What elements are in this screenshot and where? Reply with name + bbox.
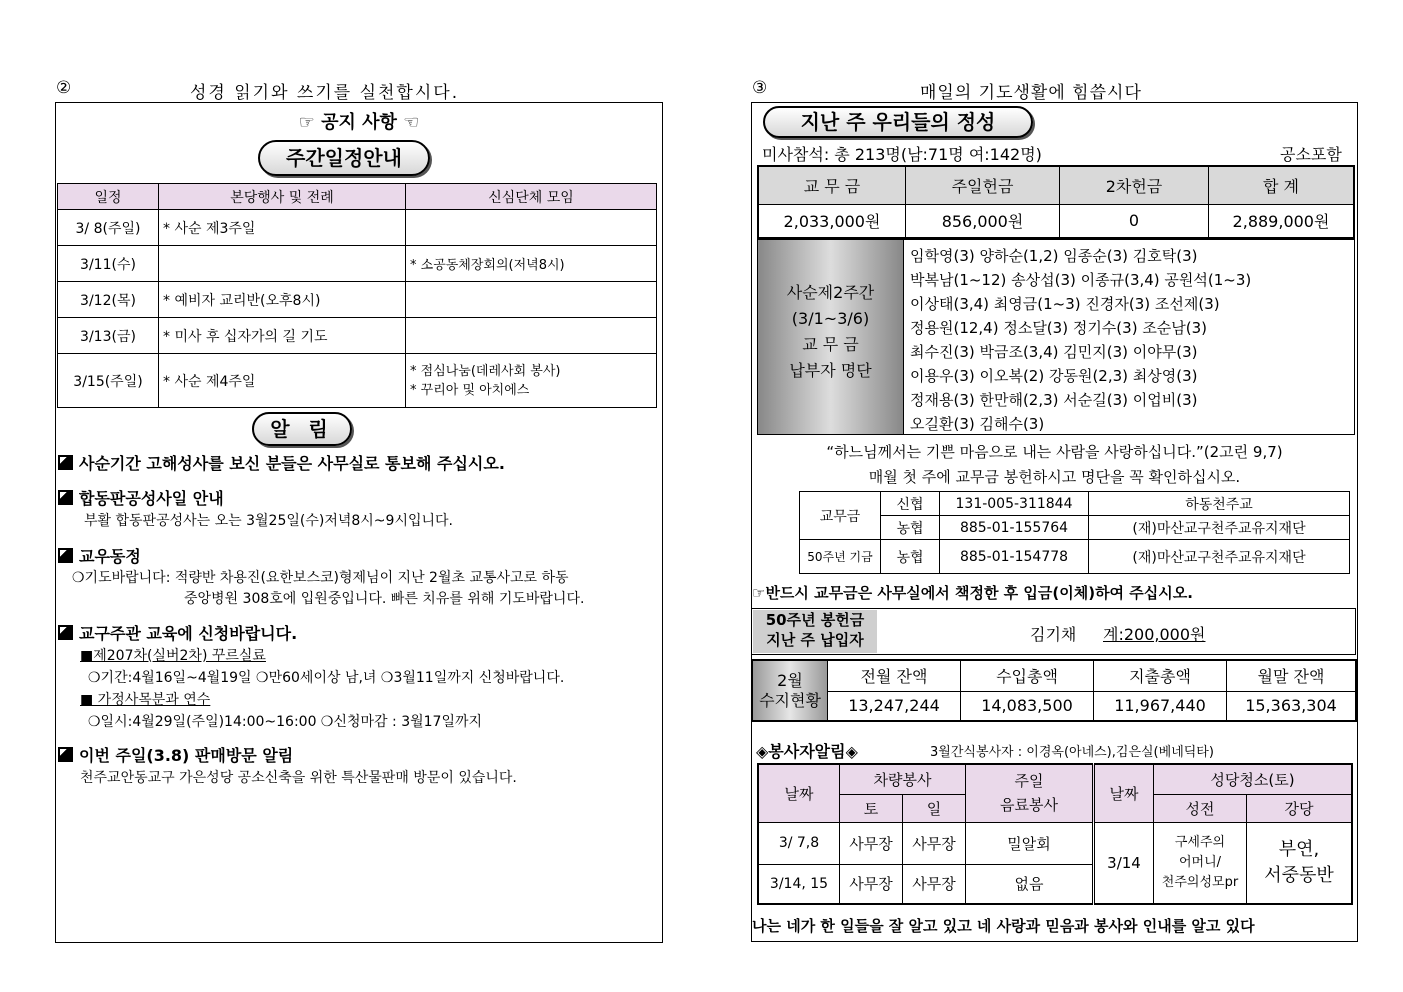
table-row (58, 318, 657, 354)
attendance: 미사참석: 총 213명(남:71명 여:142명) (762, 145, 1042, 164)
schedule-group (406, 354, 657, 408)
square-bullet-icon (58, 490, 73, 505)
vol-header-date2: 날짜 (1094, 764, 1154, 822)
notice-heading: 이번 주일(3.8) 판매방문 알림 (79, 746, 294, 765)
schedule-group-line: * 점심나눔(데레사회 봉사) (410, 363, 561, 379)
money-value: 2,889,000원 (1209, 204, 1355, 238)
notice-body: 중앙병원 308호에 입원중입니다. 빠른 치유를 위해 기도바랍니다. (184, 591, 585, 607)
table-row (758, 822, 1352, 864)
notice-subheading: ■ 가정사목분과 연수 (80, 692, 211, 708)
monthly-header: 월말 잔액 (1227, 660, 1357, 691)
schedule-date: 3/13(금) (58, 318, 159, 354)
notice-item (58, 488, 658, 510)
clean-hall (1247, 822, 1353, 904)
schedule-header-date: 일정 (58, 184, 159, 210)
table-row (58, 282, 657, 318)
bank-table (799, 491, 1350, 574)
clean-sanctuary (1154, 822, 1247, 904)
notice-item (58, 745, 658, 767)
monthly-header: 전월 잔액 (828, 660, 961, 691)
clean-hall-line: 부연, (1278, 838, 1320, 860)
money-value: 2,033,000원 (758, 204, 906, 238)
notice-body: ❍일시:4월29일(주일)14:00~16:00 ❍신청마감 : 3월17일까지 (88, 714, 483, 730)
donor-line: 임학영(3) 양하순(1,2) 임종순(3) 김호탁(3) (910, 247, 1198, 265)
schedule-header-group: 신심단체 모임 (406, 184, 657, 210)
notice-title: ☞ 공지 사항 ☜ (298, 112, 420, 133)
donor-line: 오길환(3) 김해수(3) (910, 415, 1045, 433)
left-motto: 성경 읽기와 쓰기를 실천합시다. (190, 83, 460, 103)
bank-holder: 하동천주교 (1089, 492, 1350, 516)
schedule-date: 3/12(목) (58, 282, 159, 318)
quote-note: 매월 첫 주에 교무금 봉헌하시고 명단을 꼭 확인하십시오. (868, 468, 1241, 486)
clean-sanctuary-line: 어머니/ (1178, 854, 1222, 870)
notice-heading: 교구주관 교육에 신청바랍니다. (79, 624, 298, 643)
offering-title: 지난 주 우리들의 정성 (763, 106, 1033, 138)
notice-subheading: ■제207차(실버2차) 꾸르실료 (80, 648, 266, 664)
donor-line: 정용원(12,4) 정소달(3) 정기수(3) 조순남(3) (910, 319, 1208, 337)
bank-label: 50주년 기금 (800, 540, 881, 574)
money-header: 교 무 금 (758, 166, 906, 204)
monthly-label (752, 660, 828, 721)
vol-header-date: 날짜 (758, 764, 840, 822)
notice-body: 천주교안동교구 가은성당 공소신축을 위한 특산물판매 방문이 있습니다. (80, 770, 517, 786)
volunteer-title: ◈봉사자알림◈ (756, 742, 858, 761)
notice-heading: 합동판공성사일 안내 (79, 489, 224, 508)
vol-date: 3/14, 15 (758, 864, 840, 904)
schedule-date: 3/11(수) (58, 246, 159, 282)
donor-label-line: 사순제2주간 (786, 283, 875, 302)
offering-table (757, 165, 1355, 239)
schedule-group (406, 282, 657, 318)
monthly-value: 14,083,500 (961, 691, 1094, 721)
notice-body: ❍기간:4월16일~4월19일 ❍만60세이상 남,녀 ❍3월11일까지 신청바랍니다. (88, 670, 565, 686)
schedule-group (406, 318, 657, 354)
fund-label-line: 지난 주 납입자 (766, 631, 864, 649)
footer-verse: 나는 네가 한 일들을 잘 알고 있고 네 사랑과 믿음과 봉사와 인내를 알고 있다 (752, 917, 1255, 935)
bank-account: 885-01-154778 (940, 540, 1089, 574)
vol-header-drink-line: 주일 (1014, 772, 1044, 791)
money-value: 0 (1060, 204, 1209, 238)
vol-header-drink (966, 764, 1094, 822)
bank-name: 신협 (881, 492, 940, 516)
vol-sat: 사무장 (840, 822, 903, 864)
donor-line: 최수진(3) 박금조(3,4) 김민지(3) 이야무(3) (910, 343, 1198, 361)
vol-header-drink-line: 음료봉사 (1000, 796, 1058, 815)
monthly-header: 지출총액 (1094, 660, 1227, 691)
monthly-label-line: 2월 (777, 670, 803, 690)
bank-holder: (재)마산교구천주교유지재단 (1089, 540, 1350, 574)
donor-line: 이용우(3) 이오복(2) 강동원(2,3) 최상영(3) (910, 367, 1198, 385)
vol-header-hall: 강당 (1247, 794, 1353, 822)
vol-sun: 사무장 (903, 864, 966, 904)
attendance-note: 공소포함 (1280, 145, 1342, 164)
monthly-value: 11,967,440 (1094, 691, 1227, 721)
donor-label-line: 납부자 명단 (789, 361, 872, 380)
fund-amount: 계:200,000원 (1103, 625, 1206, 644)
vol-sat: 사무장 (840, 864, 903, 904)
vol-header-sat: 토 (840, 794, 903, 822)
square-bullet-icon (58, 747, 73, 762)
volunteer-table (757, 763, 1353, 905)
schedule-title: 주간일정안내 (258, 140, 430, 176)
notice-heading: 교우동정 (79, 547, 141, 566)
notice-item (58, 452, 658, 488)
schedule-event: * 예비자 교리반(오후8시) (159, 282, 406, 318)
bank-name: 농협 (881, 516, 940, 540)
bank-account: 131-005-311844 (940, 492, 1089, 516)
schedule-header-event: 본당행사 및 전례 (159, 184, 406, 210)
donor-list (910, 244, 1251, 436)
square-bullet-icon (58, 455, 73, 470)
schedule-date: 3/15(주일) (58, 354, 159, 408)
notice-heading: 사순기간 고해성사를 보신 분들은 사무실로 통보해 주십시오. (79, 454, 505, 473)
vol-sun: 사무장 (903, 822, 966, 864)
monthly-table (751, 659, 1357, 722)
bank-holder: (재)마산교구천주교유지재단 (1089, 516, 1350, 540)
fund-label-line: 50주년 봉헌금 (765, 611, 865, 629)
schedule-group: * 소공동체장회의(저녁8시) (406, 246, 657, 282)
schedule-event: * 미사 후 십자가의 길 기도 (159, 318, 406, 354)
monthly-header: 수입총액 (961, 660, 1094, 691)
vol-header-sun: 일 (903, 794, 966, 822)
money-header: 합 계 (1209, 166, 1355, 204)
volunteer-note: 3월간식봉사자 : 이경옥(아네스),김은실(베네딕타) (930, 745, 1214, 760)
notice-item (58, 623, 658, 645)
table-row (58, 354, 657, 408)
bank-label: 교무금 (800, 492, 881, 540)
square-bullet-icon (58, 625, 73, 640)
donor-label-line: 교 무 금 (802, 335, 859, 354)
square-bullet-icon (58, 548, 73, 563)
fund-name: 김기채 (1030, 625, 1077, 644)
notice2-title: 알 림 (252, 412, 352, 446)
money-header: 주일헌금 (906, 166, 1060, 204)
clean-sanctuary-line: 구세주의 (1174, 834, 1226, 850)
schedule-group-line: * 꾸리아 및 아치에스 (410, 382, 530, 398)
donor-line: 정재용(3) 한만해(2,3) 서순길(3) 이업비(3) (910, 391, 1198, 409)
donor-label-line: (3/1~3/6) (791, 309, 870, 328)
notice-list (58, 452, 658, 789)
bank-name: 농협 (881, 540, 940, 574)
clean-hall-line: 서중동반 (1264, 864, 1334, 886)
bank-account: 885-01-155764 (940, 516, 1089, 540)
money-value: 856,000원 (906, 204, 1060, 238)
vol-header-clean: 성당청소(토) (1154, 764, 1353, 794)
page-number-left: ② (56, 78, 72, 98)
schedule-event: * 사순 제4주일 (159, 354, 406, 408)
page-number-right: ③ (752, 78, 768, 98)
donor-line: 박복남(1~12) 송상섭(3) 이종규(3,4) 공원석(1~3) (910, 271, 1252, 289)
schedule-event: * 사순 제3주일 (159, 210, 406, 246)
schedule-table (57, 183, 657, 408)
clean-sanctuary-line: 천주의성모pr (1161, 874, 1239, 890)
vol-drink: 밀알회 (966, 822, 1094, 864)
table-row (58, 210, 657, 246)
notice-body: 부활 합동판공성사는 오는 3월25일(수)저녁8시~9시입니다. (84, 513, 453, 529)
right-motto: 매일의 기도생활에 힘씁시다 (920, 83, 1142, 103)
schedule-event (159, 246, 406, 282)
vol-header-car: 차량봉사 (840, 764, 966, 794)
monthly-value: 15,363,304 (1227, 691, 1357, 721)
fund-label (753, 610, 877, 653)
schedule-date: 3/ 8(주일) (58, 210, 159, 246)
vol-date: 3/ 7,8 (758, 822, 840, 864)
table-row (58, 246, 657, 282)
bank-warning: ☞반드시 교무금은 사무실에서 책정한 후 입금(이체)하여 주십시오. (752, 584, 1193, 602)
notice-item (58, 546, 658, 568)
vol-drink: 없음 (966, 864, 1094, 904)
donor-label (758, 240, 904, 434)
notice-body: ❍기도바랍니다: 적량반 차용진(요한보스코)형제님이 지난 2월초 교통사고로 하동 (72, 570, 569, 586)
donor-line: 이상태(3,4) 최영금(1~3) 진경자(3) 조선제(3) (910, 295, 1220, 313)
monthly-value: 13,247,244 (828, 691, 961, 721)
vol-header-sanctuary: 성전 (1154, 794, 1247, 822)
quote: “하느님께서는 기쁜 마음으로 내는 사람을 사랑하십니다.”(2고린 9,7) (826, 443, 1283, 461)
monthly-label-line: 수지현황 (759, 690, 821, 710)
clean-date: 3/14 (1094, 822, 1154, 904)
schedule-group (406, 210, 657, 246)
money-header: 2차헌금 (1060, 166, 1209, 204)
